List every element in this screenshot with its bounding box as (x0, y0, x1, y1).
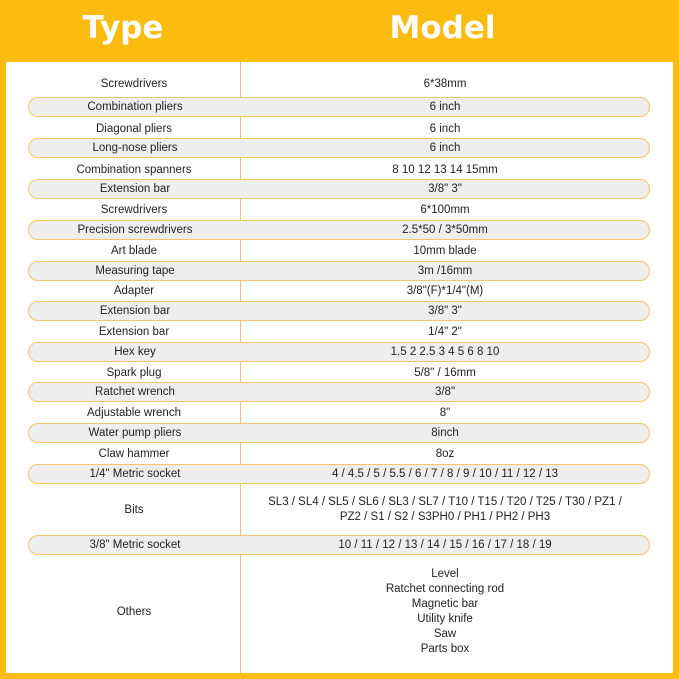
others-item: Level (431, 568, 459, 580)
model-cell: 3/8" (434, 385, 456, 398)
type-cell: Long-nose pliers (92, 141, 178, 154)
table-row (28, 281, 650, 301)
others-item: Magnetic bar (411, 598, 479, 610)
table-row (28, 559, 650, 665)
table-row (28, 403, 650, 423)
table-row (28, 301, 650, 321)
table-row (28, 423, 650, 443)
model-cell: 3/8" 3" (428, 304, 462, 317)
model-cell: 8oz (435, 447, 455, 460)
type-cell: Ratchet wrench (95, 385, 175, 398)
model-cell: 8inch (431, 426, 459, 439)
type-cell: Precision screwdrivers (77, 223, 193, 236)
type-cell: Combination spanners (76, 163, 192, 176)
table-row (28, 179, 650, 199)
model-cell: 5/8" / 16mm (414, 366, 476, 379)
table-row (28, 464, 650, 484)
others-item: Saw (433, 628, 457, 640)
type-cell: Bits (124, 503, 144, 516)
header-model: Model (389, 10, 496, 46)
model-cell: 3/8" 3" (428, 182, 462, 195)
others-item: Parts box (420, 643, 470, 655)
table-row (28, 160, 650, 180)
spec-table-body (6, 62, 673, 673)
table-row (28, 322, 650, 342)
table-row (28, 363, 650, 383)
type-cell: Extension bar (98, 325, 170, 338)
model-cell: 8" (439, 406, 451, 419)
type-cell: Screwdrivers (100, 77, 168, 90)
table-row (28, 261, 650, 281)
table-row (28, 382, 650, 402)
type-cell: Screwdrivers (100, 203, 168, 216)
type-cell: Adjustable wrench (87, 406, 181, 419)
model-cell: 6 inch (429, 141, 461, 154)
type-cell: Extension bar (99, 304, 171, 317)
model-cell: 3m /16mm (417, 264, 473, 277)
type-cell: Extension bar (99, 182, 171, 195)
model-cell: 4 / 4.5 / 5 / 5.5 / 6 / 7 / 8 / 9 / 10 / 11 / 12 / 13 (331, 467, 559, 480)
type-cell: 3/8" Metric socket (89, 538, 181, 551)
type-cell: Measuring tape (95, 264, 175, 277)
type-cell: Hex key (114, 345, 156, 358)
type-cell: Spark plug (106, 366, 162, 379)
others-item: Ratchet connecting rod (385, 583, 505, 595)
model-cell: 3/8"(F)*1/4"(M) (406, 284, 484, 297)
model-cell: SL3 / SL4 / SL5 / SL6 / SL3 / SL7 / T10 / T15 / T20 / T25 / T30 / PZ1 / PZ2 / S1 / S2 / S3PH0 / PH1 / PH2 / PH3 (268, 496, 622, 523)
model-cell: 1.5 2 2.5 3 4 5 6 8 10 (390, 345, 500, 358)
table-row (28, 119, 650, 139)
model-cell: 10mm blade (413, 244, 477, 257)
table-row (28, 220, 650, 240)
model-cell: 6 inch (429, 122, 461, 135)
model-cell: 8 10 12 13 14 15mm (392, 163, 498, 176)
table-row (28, 97, 650, 117)
model-cell: 6*100mm (420, 203, 470, 216)
type-cell: Claw hammer (98, 447, 170, 460)
table-row (28, 342, 650, 362)
table-row (28, 444, 650, 464)
model-cell: 2.5*50 / 3*50mm (402, 223, 488, 236)
model-cell (240, 567, 650, 657)
table-row (28, 241, 650, 261)
table-row (28, 535, 650, 555)
table-row (28, 487, 650, 533)
table-row (28, 138, 650, 158)
table-row (28, 200, 650, 220)
type-cell: Art blade (110, 244, 158, 257)
header-type: Type (82, 10, 164, 46)
type-cell: Others (116, 605, 152, 618)
model-cell: 6 inch (429, 100, 461, 113)
table-header (0, 0, 679, 62)
others-item: Utility knife (417, 613, 473, 625)
table-row (28, 74, 650, 94)
model-cell: 6*38mm (423, 77, 467, 90)
type-cell: Adapter (113, 284, 155, 297)
type-cell: Water pump pliers (88, 426, 182, 439)
model-cell: 1/4" 2" (428, 325, 462, 338)
type-cell: Combination pliers (87, 100, 183, 113)
type-cell: 1/4" Metric socket (89, 467, 181, 480)
type-cell: Diagonal pliers (95, 122, 173, 135)
model-cell: 10 / 11 / 12 / 13 / 14 / 15 / 16 / 17 / 18 / 19 (338, 538, 552, 551)
